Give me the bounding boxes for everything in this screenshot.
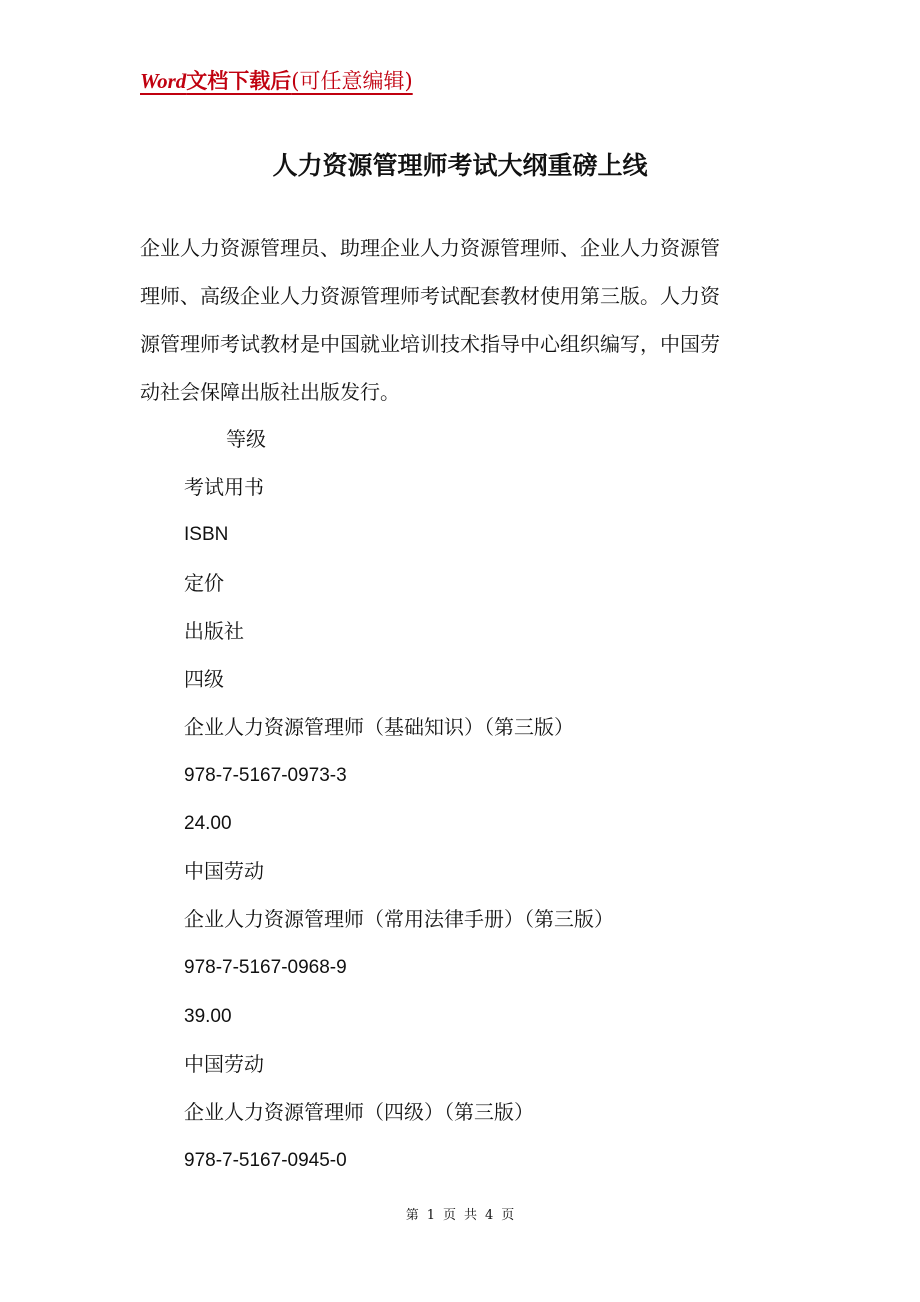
- intro-line: 理师、高级企业人力资源管理师考试配套教材使用第三版。人力资: [140, 284, 720, 308]
- row-publisher: 中国劳动: [184, 1052, 264, 1076]
- document-title: 人力资源管理师考试大纲重磅上线: [272, 151, 648, 180]
- header-grade: 等级: [226, 427, 266, 451]
- row-isbn: 978-7-5167-0968-9: [184, 957, 347, 978]
- footer-ye: 页: [442, 1208, 456, 1223]
- intro-paragraph: [140, 224, 780, 416]
- header-isbn: ISBN: [184, 524, 229, 545]
- row-grade: 四级: [184, 667, 224, 691]
- footer-di: 第: [405, 1208, 419, 1223]
- footer-gong: 共: [464, 1208, 478, 1223]
- row-isbn: 978-7-5167-0945-0: [184, 1150, 347, 1171]
- download-edit-banner-link[interactable]: [140, 66, 413, 96]
- banner-bold-text: 文档下载后: [186, 68, 292, 93]
- banner-word-text: Word: [140, 69, 187, 93]
- row-book: 企业人力资源管理师（基础知识）（第三版）: [184, 715, 574, 739]
- intro-line: 源管理师考试教材是中国就业培训技术指导中心组织编写，中国劳: [140, 332, 720, 356]
- row-price: 24.00: [184, 813, 232, 834]
- row-price: 39.00: [184, 1006, 232, 1027]
- header-book: 考试用书: [184, 475, 264, 499]
- intro-line: 企业人力资源管理员、助理企业人力资源管理师、企业人力资源管: [140, 236, 720, 260]
- footer-ye2: 页: [501, 1208, 515, 1223]
- header-publisher: 出版社: [184, 619, 244, 643]
- row-book: 企业人力资源管理师（四级）（第三版）: [184, 1100, 534, 1124]
- footer-page-number: 1: [426, 1208, 435, 1223]
- row-book: 企业人力资源管理师（常用法律手册）（第三版）: [184, 907, 614, 931]
- page-footer: [0, 1206, 920, 1226]
- row-isbn: 978-7-5167-0973-3: [184, 765, 347, 786]
- header-price: 定价: [184, 571, 224, 595]
- footer-total-pages: 4: [485, 1208, 494, 1223]
- row-publisher: 中国劳动: [184, 859, 264, 883]
- intro-line: 动社会保障出版社出版发行。: [140, 380, 400, 404]
- banner-normal-text: (可任意: [291, 69, 363, 93]
- banner-edit-text: 编辑): [362, 69, 413, 93]
